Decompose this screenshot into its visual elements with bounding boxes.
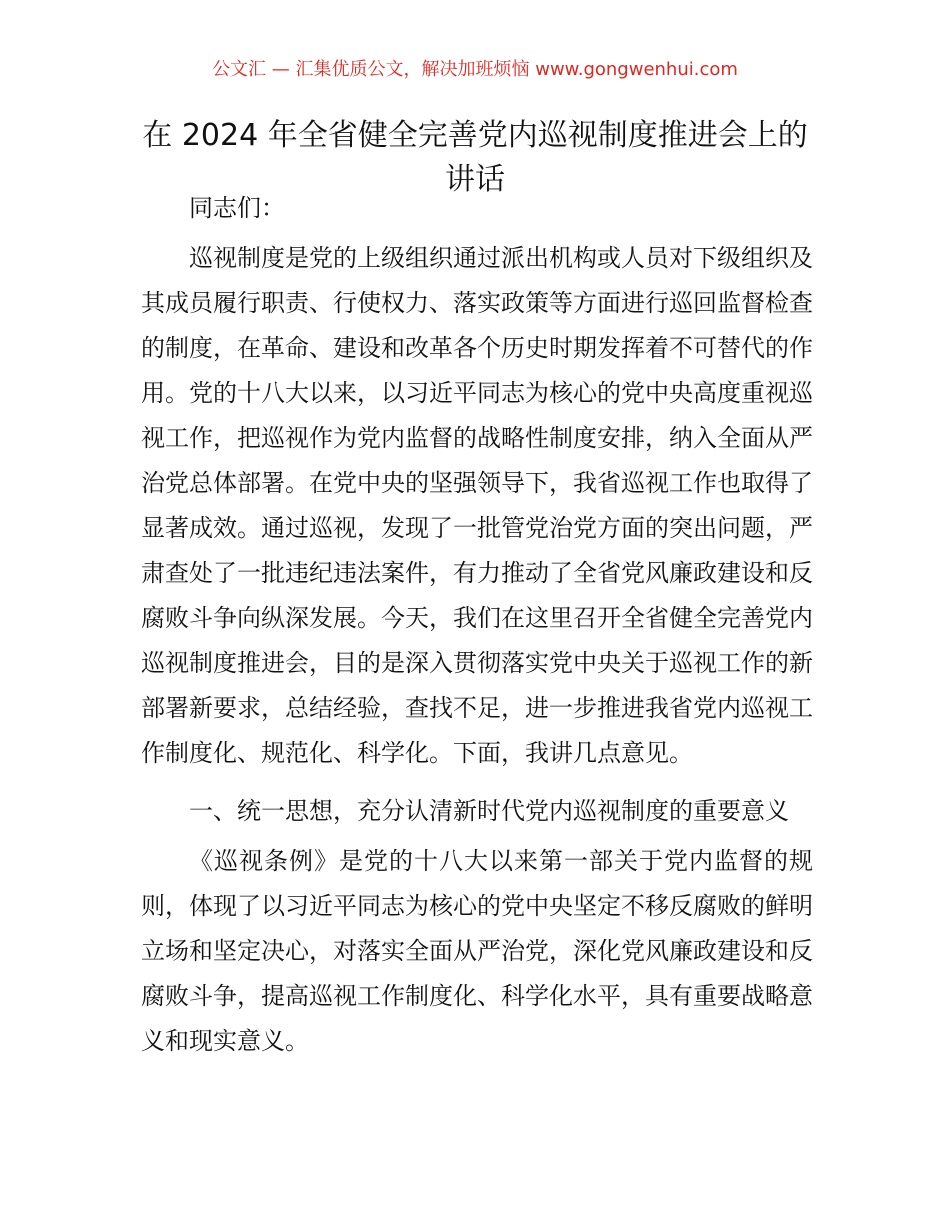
page-title: 在 2024 年全省健全完善党内巡视制度推进会上的讲话 xyxy=(142,118,808,197)
section-heading: 一、统一思想，充分认清新时代党内巡视制度的重要意义 xyxy=(189,797,789,825)
salutation: 同志们： xyxy=(189,194,285,222)
section-paragraph: 《巡视条例》是党的十八大以来第一部关于党内监督的规则，体现了以习近平同志为核心的党中央坚定不移反腐败的鲜明立场和坚定决心，对落实全面从严治党，深化党风廉政建设和反腐败斗争，提高巡视工作制度化、科学化水平，具有重要战略意义和现实意义。 xyxy=(141,847,813,1055)
header-banner: 公文汇 — 汇集优质公文，解决加班烦恼 www.gongwenhui.com xyxy=(212,59,738,80)
body-paragraph: 巡视制度是党的上级组织通过派出机构或人员对下级组织及其成员履行职责、行使权力、落实政策等方面进行巡回监督检查的制度，在革命、建设和改革各个历史时期发挥着不可替代的作用。党的十八大以来，以习近平同志为核心的党中央高度重视巡视工作，把巡视作为党内监督的战略性制度安排，纳入全面从严治党总体部署。在党中央的坚强领导下，我省巡视工作也取得了显著成效。通过巡视，发现了一批管党治党方面的突出问题，严肃查处了一批违纪违法案件，有力推动了全省党风廉政建设和反腐败斗争向纵深发展。今天，我们在这里召开全省健全完善党内巡视制度推进会，目的是深入贯彻落实党中央关于巡视工作的新部署新要求，总结经验，查找不足，进一步推进我省党内巡视工作制度化、规范化、科学化。下面，我讲几点意见。 xyxy=(141,244,813,767)
document-body xyxy=(141,186,813,1064)
